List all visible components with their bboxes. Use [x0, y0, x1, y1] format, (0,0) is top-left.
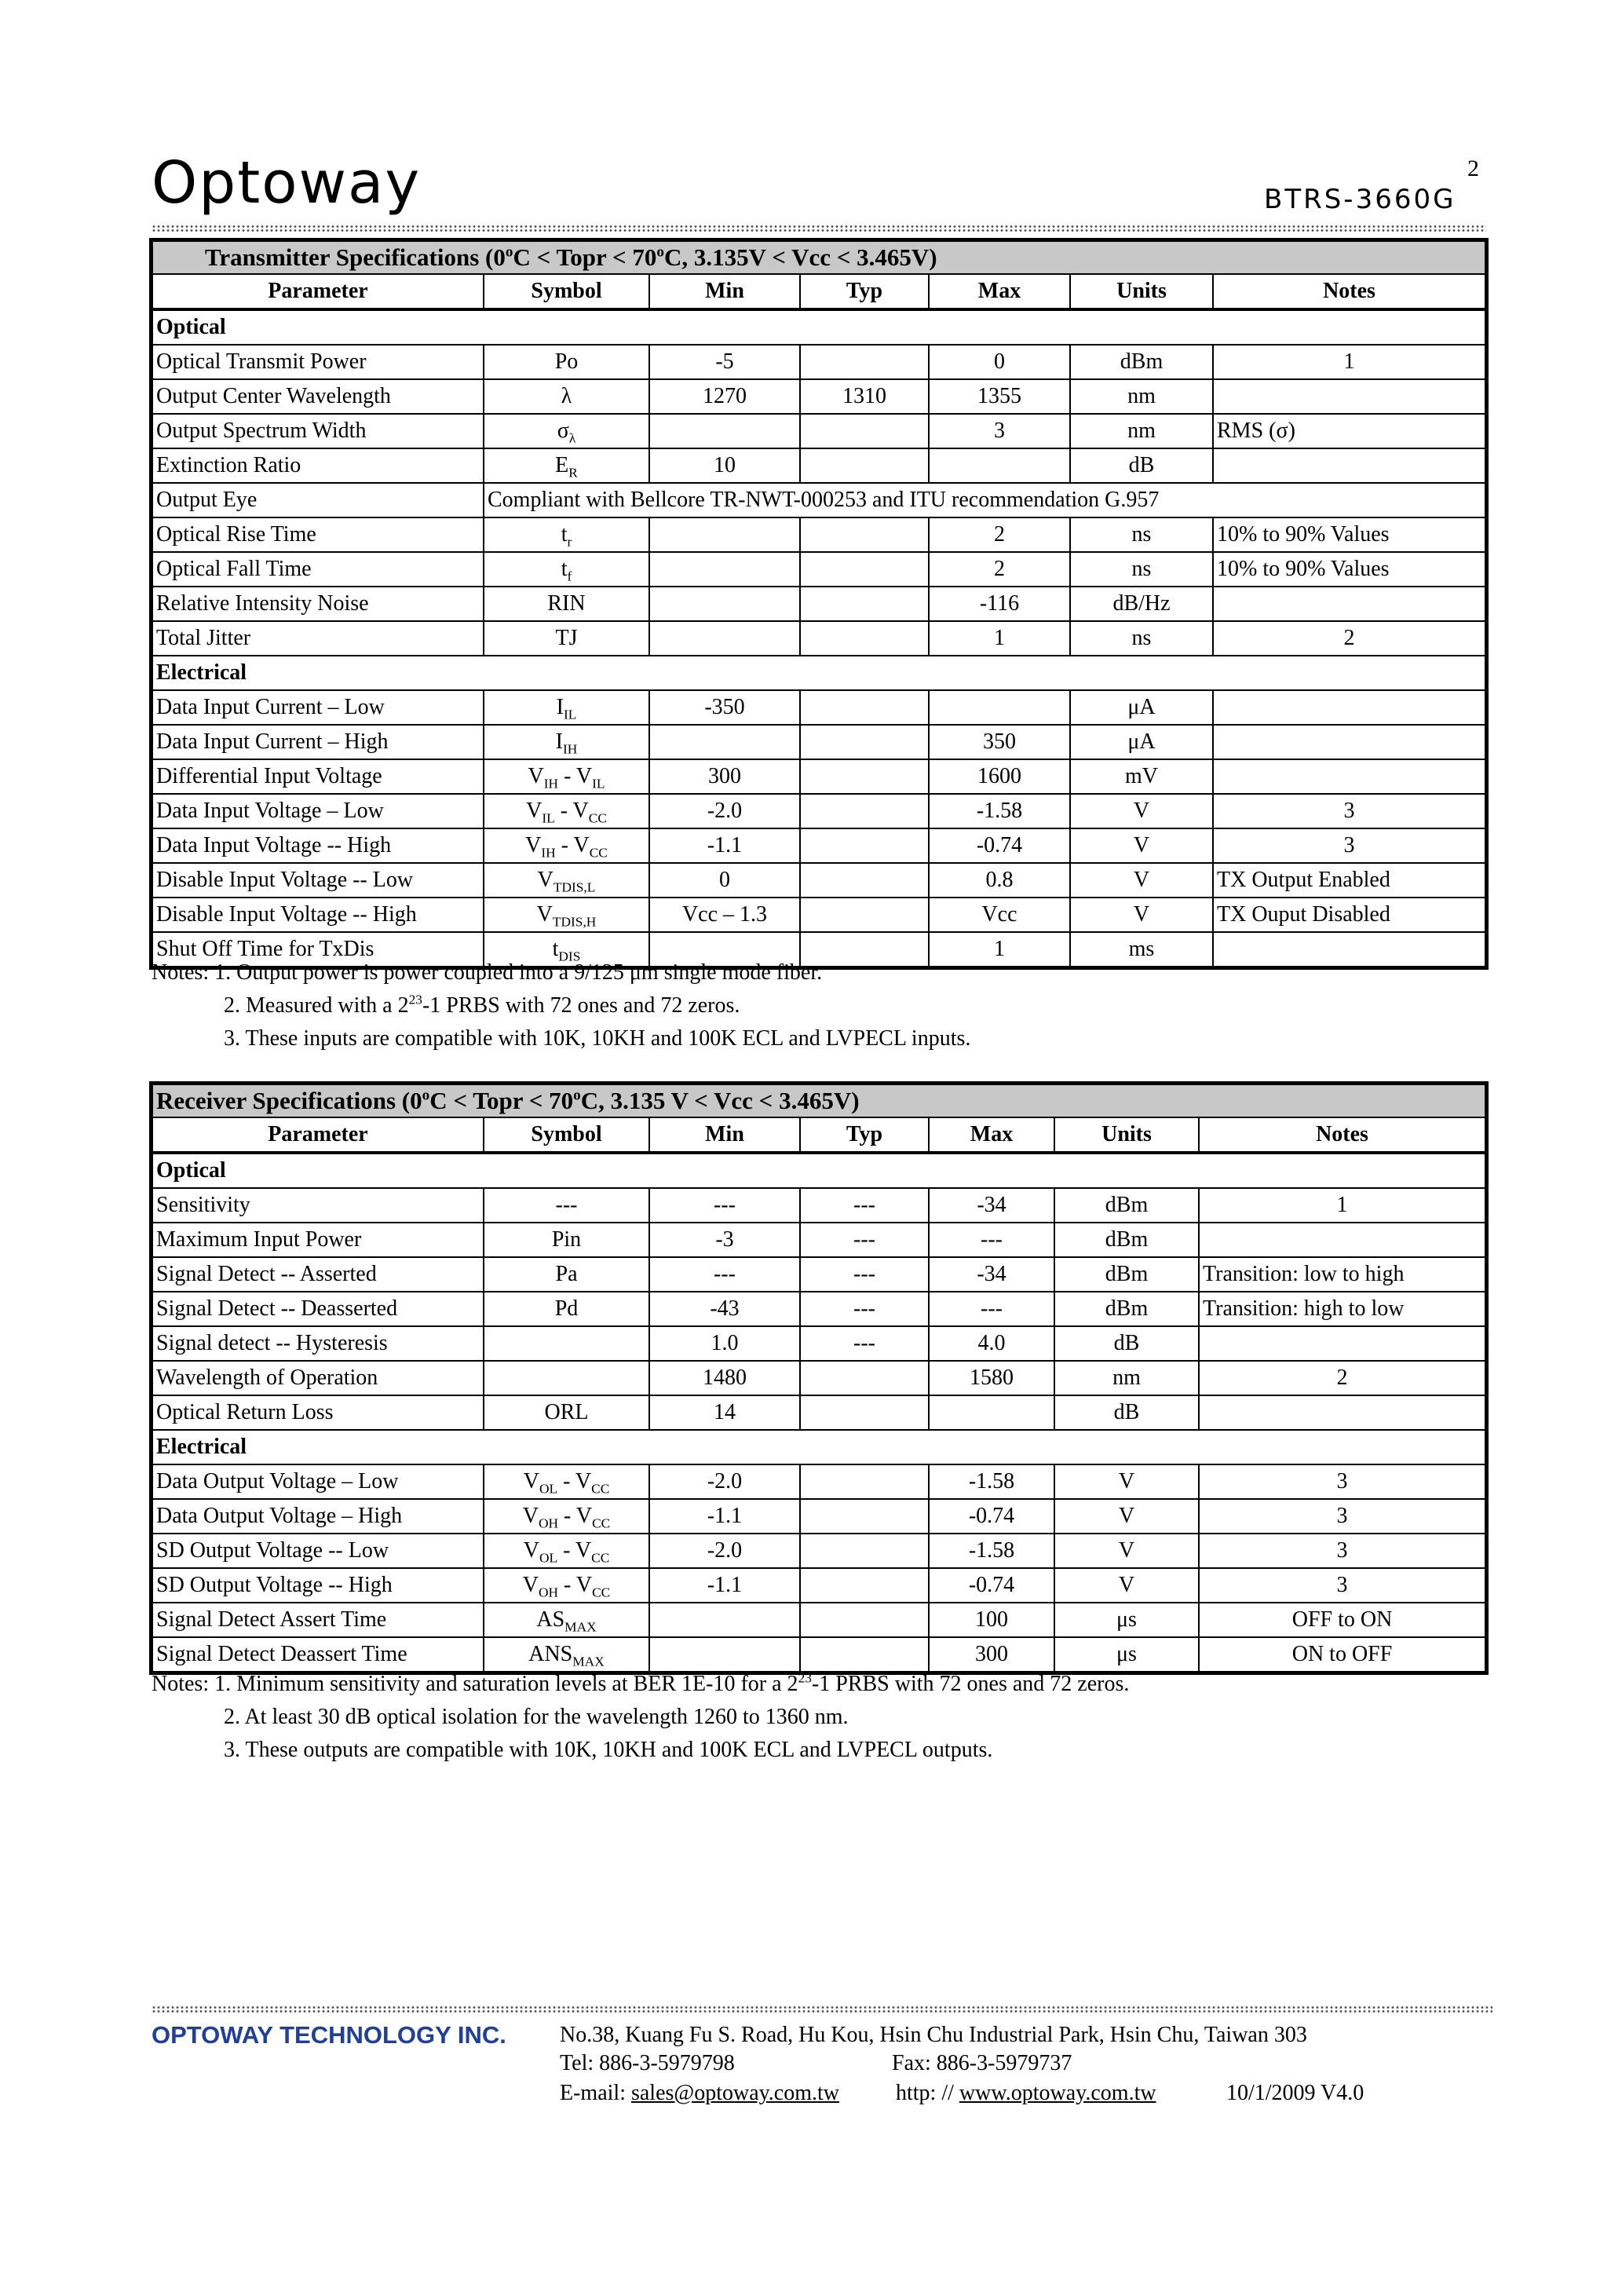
typ-cell — [800, 1499, 929, 1534]
max-cell: 1 — [929, 621, 1070, 656]
symbol-cell: --- — [484, 1188, 649, 1223]
header-separator — [152, 225, 1486, 232]
min-cell — [649, 725, 800, 759]
param-cell: Signal detect -- Hysteresis — [152, 1326, 484, 1361]
symbol-cell: $V_{OH} - V_{CC}$ — [484, 1568, 649, 1603]
units-cell: ns — [1070, 621, 1213, 656]
symbol-cell: $ANS_{MAX}$ — [484, 1637, 649, 1672]
max-cell: 4.0 — [929, 1326, 1054, 1361]
units-cell: V — [1070, 863, 1213, 898]
min-cell: 0 — [649, 863, 800, 898]
spec-row — [152, 414, 1485, 448]
notes-cell: TX Ouput Disabled — [1213, 898, 1485, 932]
symbol-cell: $V_{OL} - V_{CC}$ — [484, 1464, 649, 1499]
typ-cell — [800, 621, 929, 656]
min-cell: -1.1 — [649, 1499, 800, 1534]
symbol-cell: Pa — [484, 1257, 649, 1292]
spec-row — [152, 1188, 1485, 1223]
param-cell: Optical Transmit Power — [152, 345, 484, 379]
units-cell: V — [1054, 1568, 1199, 1603]
units-cell: dBm — [1054, 1292, 1199, 1326]
notes-cell — [1213, 759, 1485, 794]
units-cell: V — [1054, 1534, 1199, 1568]
column-header: Units — [1054, 1117, 1199, 1153]
param-cell: SD Output Voltage -- High — [152, 1568, 484, 1603]
spec-row — [152, 1326, 1485, 1361]
spec-row — [152, 759, 1485, 794]
units-cell: nm — [1070, 379, 1213, 414]
footer-fax: Fax: 886-3-5979737 — [892, 2051, 1072, 2075]
notes-cell: Transition: low to high — [1199, 1257, 1485, 1292]
units-cell: V — [1054, 1464, 1199, 1499]
units-cell: V — [1070, 794, 1213, 828]
max-cell: 300 — [929, 1637, 1054, 1672]
typ-cell — [800, 759, 929, 794]
max-cell: 350 — [929, 725, 1070, 759]
notes-cell — [1213, 725, 1485, 759]
section-electrical — [152, 1430, 1485, 1464]
max-cell: -1.58 — [929, 1464, 1054, 1499]
notes-cell — [1199, 1395, 1485, 1430]
max-cell: -0.74 — [929, 1499, 1054, 1534]
max-cell — [929, 1395, 1054, 1430]
units-cell: V — [1070, 898, 1213, 932]
column-header: Notes — [1199, 1117, 1485, 1153]
column-header: Min — [649, 274, 800, 309]
notes-cell: TX Output Enabled — [1213, 863, 1485, 898]
min-cell: 10 — [649, 448, 800, 483]
min-cell: -2.0 — [649, 1464, 800, 1499]
max-cell: 0.8 — [929, 863, 1070, 898]
param-cell: Signal Detect -- Asserted — [152, 1257, 484, 1292]
min-cell: -1.1 — [649, 828, 800, 863]
column-header: Symbol — [484, 274, 649, 309]
param-cell: Total Jitter — [152, 621, 484, 656]
typ-cell — [800, 1603, 929, 1637]
notes-cell: 3 — [1199, 1568, 1485, 1603]
rx-note-3: 3. These outputs are compatible with 10K, 10KH and 100K ECL and LVPECL outputs. — [224, 1738, 993, 1762]
website-link[interactable]: www.optoway.com.tw — [959, 2081, 1156, 2105]
spec-row — [152, 517, 1485, 552]
units-cell: V — [1054, 1499, 1199, 1534]
min-cell: 1.0 — [649, 1326, 800, 1361]
param-cell: Maximum Input Power — [152, 1223, 484, 1257]
symbol-cell: Po — [484, 345, 649, 379]
units-cell: dBm — [1054, 1188, 1199, 1223]
typ-cell: --- — [800, 1223, 929, 1257]
units-cell: dBm — [1054, 1223, 1199, 1257]
units-cell: μs — [1054, 1603, 1199, 1637]
max-cell: 1580 — [929, 1361, 1054, 1395]
notes-cell — [1213, 932, 1485, 967]
units-cell: μs — [1054, 1637, 1199, 1672]
units-cell: μA — [1070, 725, 1213, 759]
column-header: Typ — [800, 1117, 929, 1153]
param-cell: Differential Input Voltage — [152, 759, 484, 794]
spec-row — [152, 621, 1485, 656]
footer-separator — [152, 2005, 1492, 2013]
typ-cell — [800, 725, 929, 759]
tx-note-2: 2. Measured with a $2^{23}-1$ PRBS with 72 ones and 72 zeros. — [224, 992, 740, 1018]
notes-cell — [1213, 690, 1485, 725]
model-number: BTRS-3660G — [1264, 184, 1456, 215]
notes-cell: ON to OFF — [1199, 1637, 1485, 1672]
min-cell — [649, 621, 800, 656]
table-header-row — [152, 274, 1485, 309]
spec-row — [152, 1603, 1485, 1637]
notes-cell: 1 — [1213, 345, 1485, 379]
max-cell: -1.58 — [929, 794, 1070, 828]
section-label: Electrical — [152, 656, 1485, 690]
spec-row — [152, 552, 1485, 587]
spec-row — [152, 448, 1485, 483]
param-cell: Signal Detect Deassert Time — [152, 1637, 484, 1672]
notes-cell: 2 — [1199, 1361, 1485, 1395]
notes-cell — [1199, 1326, 1485, 1361]
table-header-row — [152, 1117, 1485, 1153]
units-cell: nm — [1054, 1361, 1199, 1395]
notes-cell: Transition: high to low — [1199, 1292, 1485, 1326]
typ-cell — [800, 1361, 929, 1395]
column-header: Typ — [800, 274, 929, 309]
min-cell: -2.0 — [649, 1534, 800, 1568]
min-cell — [649, 414, 800, 448]
max-cell: --- — [929, 1292, 1054, 1326]
units-cell: dB — [1054, 1326, 1199, 1361]
tx-note-3: 3. These inputs are compatible with 10K, 10KH and 100K ECL and LVPECL inputs. — [224, 1026, 971, 1051]
min-cell: Vcc – 1.3 — [649, 898, 800, 932]
max-cell: --- — [929, 1223, 1054, 1257]
notes-cell: 3 — [1213, 828, 1485, 863]
units-cell: V — [1070, 828, 1213, 863]
spec-row — [152, 379, 1485, 414]
units-cell: nm — [1070, 414, 1213, 448]
symbol-cell: $I_{IL}$ — [484, 690, 649, 725]
param-cell: Sensitivity — [152, 1188, 484, 1223]
receiver-spec-table — [152, 1084, 1486, 1673]
page-number: 2 — [1467, 155, 1479, 181]
symbol-cell: $V_{IH} - V_{IL}$ — [484, 759, 649, 794]
min-cell: -3 — [649, 1223, 800, 1257]
typ-cell — [800, 552, 929, 587]
spec-row — [152, 587, 1485, 621]
units-cell: dBm — [1070, 345, 1213, 379]
footer-website: http: // www.optoway.com.tw — [896, 2081, 1156, 2105]
column-header: Units — [1070, 274, 1213, 309]
min-cell — [649, 517, 800, 552]
section-optical — [152, 309, 1485, 345]
max-cell — [929, 448, 1070, 483]
typ-cell: --- — [800, 1188, 929, 1223]
param-cell: Relative Intensity Noise — [152, 587, 484, 621]
min-cell: -43 — [649, 1292, 800, 1326]
min-cell: -5 — [649, 345, 800, 379]
spec-row — [152, 1257, 1485, 1292]
spec-row — [152, 1499, 1485, 1534]
footer-tel: Tel: 886-3-5979798 — [560, 2051, 735, 2075]
min-cell — [649, 1637, 800, 1672]
typ-cell — [800, 1464, 929, 1499]
typ-cell — [800, 345, 929, 379]
param-cell: Signal Detect -- Deasserted — [152, 1292, 484, 1326]
units-cell: mV — [1070, 759, 1213, 794]
notes-cell — [1213, 587, 1485, 621]
typ-cell — [800, 863, 929, 898]
typ-cell — [800, 448, 929, 483]
param-cell: Extinction Ratio — [152, 448, 484, 483]
max-cell: -0.74 — [929, 1568, 1054, 1603]
spec-row — [152, 1361, 1485, 1395]
units-cell: ns — [1070, 552, 1213, 587]
email-link[interactable]: sales@optoway.com.tw — [630, 2081, 840, 2105]
notes-cell: 3 — [1213, 794, 1485, 828]
min-cell: -350 — [649, 690, 800, 725]
typ-cell — [800, 414, 929, 448]
column-header: Parameter — [152, 1117, 484, 1153]
max-cell: -116 — [929, 587, 1070, 621]
notes-cell: RMS (σ) — [1213, 414, 1485, 448]
typ-cell — [800, 1568, 929, 1603]
max-cell: 1 — [929, 932, 1070, 967]
footer-company-name: OPTOWAY TECHNOLOGY INC. — [152, 2021, 506, 2049]
max-cell: 1600 — [929, 759, 1070, 794]
symbol-cell: $t_f$ — [484, 552, 649, 587]
notes-cell: 3 — [1199, 1499, 1485, 1534]
receiver-table-title: Receiver Specifications ($0^oC$ < Topr < $70^oC$, 3.135 V < Vcc < 3.465V) — [152, 1084, 1485, 1117]
symbol-cell: $AS_{MAX}$ — [484, 1603, 649, 1637]
max-cell: 2 — [929, 552, 1070, 587]
min-cell: 300 — [649, 759, 800, 794]
param-cell: Output Spectrum Width — [152, 414, 484, 448]
symbol-cell: $V_{IL} - V_{CC}$ — [484, 794, 649, 828]
transmitter-table-title: Transmitter Specifications ($0^oC$ < Topr < $70^oC$, 3.135V < Vcc < 3.465V) — [152, 241, 1485, 274]
tx-note-1: Notes: 1. Output power is power coupled into a 9/125 μm single mode fiber. — [152, 960, 823, 985]
spec-row — [152, 725, 1485, 759]
typ-cell — [800, 1395, 929, 1430]
param-cell: Data Input Current – High — [152, 725, 484, 759]
typ-cell — [800, 517, 929, 552]
param-cell: Disable Input Voltage -- High — [152, 898, 484, 932]
symbol-cell: $I_{IH}$ — [484, 725, 649, 759]
min-cell: 1270 — [649, 379, 800, 414]
typ-cell — [800, 1534, 929, 1568]
param-cell: Output Center Wavelength — [152, 379, 484, 414]
min-cell: -2.0 — [649, 794, 800, 828]
units-cell: μA — [1070, 690, 1213, 725]
max-cell — [929, 690, 1070, 725]
param-cell: Optical Rise Time — [152, 517, 484, 552]
column-header: Min — [649, 1117, 800, 1153]
typ-cell: --- — [800, 1257, 929, 1292]
symbol-cell: $E_R$ — [484, 448, 649, 483]
param-cell: Signal Detect Assert Time — [152, 1603, 484, 1637]
typ-cell — [800, 794, 929, 828]
units-cell: dB — [1054, 1395, 1199, 1430]
min-cell: -1.1 — [649, 1568, 800, 1603]
max-cell: 1355 — [929, 379, 1070, 414]
units-cell: dB/Hz — [1070, 587, 1213, 621]
typ-cell — [800, 898, 929, 932]
param-cell: Data Output Voltage – High — [152, 1499, 484, 1534]
notes-cell: 3 — [1199, 1534, 1485, 1568]
notes-cell — [1199, 1223, 1485, 1257]
max-cell: Vcc — [929, 898, 1070, 932]
notes-cell: 1 — [1199, 1188, 1485, 1223]
typ-cell — [800, 1637, 929, 1672]
symbol-cell: Pin — [484, 1223, 649, 1257]
min-cell: --- — [649, 1188, 800, 1223]
typ-cell: --- — [800, 1326, 929, 1361]
param-cell: Wavelength of Operation — [152, 1361, 484, 1395]
symbol-cell: RIN — [484, 587, 649, 621]
max-cell: -1.58 — [929, 1534, 1054, 1568]
min-cell: --- — [649, 1257, 800, 1292]
section-label: Electrical — [152, 1430, 1485, 1464]
spec-row — [152, 828, 1485, 863]
spec-row — [152, 1292, 1485, 1326]
param-cell: Shut Off Time for TxDis — [152, 932, 484, 967]
typ-cell — [800, 587, 929, 621]
section-label: Optical — [152, 1153, 1485, 1188]
typ-cell — [800, 828, 929, 863]
spec-row — [152, 1464, 1485, 1499]
units-cell: ns — [1070, 517, 1213, 552]
min-cell — [649, 552, 800, 587]
symbol-cell: $V_{TDIS,H}$ — [484, 898, 649, 932]
notes-cell: 3 — [1199, 1464, 1485, 1499]
units-cell: dBm — [1054, 1257, 1199, 1292]
column-header: Symbol — [484, 1117, 649, 1153]
param-cell: Optical Return Loss — [152, 1395, 484, 1430]
param-cell: Disable Input Voltage -- Low — [152, 863, 484, 898]
section-optical — [152, 1153, 1485, 1188]
param-cell: Data Input Current – Low — [152, 690, 484, 725]
symbol-cell: ORL — [484, 1395, 649, 1430]
notes-cell: 2 — [1213, 621, 1485, 656]
symbol-cell: $V_{OH} - V_{CC}$ — [484, 1499, 649, 1534]
param-cell: Optical Fall Time — [152, 552, 484, 587]
max-cell: 100 — [929, 1603, 1054, 1637]
transmitter-spec-table — [152, 240, 1486, 967]
spec-row — [152, 898, 1485, 932]
symbol-cell: $V_{TDIS,L}$ — [484, 863, 649, 898]
symbol-cell: TJ — [484, 621, 649, 656]
spec-row — [152, 1534, 1485, 1568]
notes-cell: 10% to 90% Values — [1213, 517, 1485, 552]
max-cell: -34 — [929, 1188, 1054, 1223]
spec-row — [152, 863, 1485, 898]
spec-row — [152, 690, 1485, 725]
column-header: Max — [929, 1117, 1054, 1153]
param-cell: Data Input Voltage -- High — [152, 828, 484, 863]
min-cell: 14 — [649, 1395, 800, 1430]
symbol-cell: $V_{OL} - V_{CC}$ — [484, 1534, 649, 1568]
footer-address: No.38, Kuang Fu S. Road, Hu Kou, Hsin Chu Industrial Park, Hsin Chu, Taiwan 303 — [560, 2023, 1307, 2047]
rx-note-2: 2. At least 30 dB optical isolation for the wavelength 1260 to 1360 nm. — [224, 1705, 849, 1729]
symbol-cell: $\sigma_\lambda$ — [484, 414, 649, 448]
symbol-cell: $t_r$ — [484, 517, 649, 552]
notes-cell — [1213, 448, 1485, 483]
units-cell: dB — [1070, 448, 1213, 483]
spec-row — [152, 345, 1485, 379]
notes-cell — [1213, 379, 1485, 414]
spec-row — [152, 1223, 1485, 1257]
spec-row-output-eye — [152, 483, 1485, 517]
max-cell: 3 — [929, 414, 1070, 448]
column-header: Parameter — [152, 274, 484, 309]
typ-cell: --- — [800, 1292, 929, 1326]
param-cell: SD Output Voltage -- Low — [152, 1534, 484, 1568]
section-electrical — [152, 656, 1485, 690]
typ-cell: 1310 — [800, 379, 929, 414]
rx-note-1: Notes: 1. Minimum sensitivity and saturation levels at BER 1E-10 for a $2^{23}-1$ PRBS with 72 ones and 72 zeros. — [152, 1670, 1130, 1696]
output-eye-text: Compliant with Bellcore TR-NWT-000253 and ITU recommendation G.957 — [484, 483, 1485, 517]
section-label: Optical — [152, 309, 1485, 345]
company-logo: Optoway — [152, 149, 422, 217]
min-cell — [649, 1603, 800, 1637]
notes-cell: 10% to 90% Values — [1213, 552, 1485, 587]
max-cell: -0.74 — [929, 828, 1070, 863]
column-header: Notes — [1213, 274, 1485, 309]
symbol-cell: $V_{IH} - V_{CC}$ — [484, 828, 649, 863]
footer-date-version: 10/1/2009 V4.0 — [1226, 2081, 1364, 2105]
max-cell: -34 — [929, 1257, 1054, 1292]
symbol-cell: λ — [484, 379, 649, 414]
symbol-cell — [484, 1361, 649, 1395]
param-cell: Data Output Voltage – Low — [152, 1464, 484, 1499]
min-cell: 1480 — [649, 1361, 800, 1395]
spec-row — [152, 794, 1485, 828]
symbol-cell: Pd — [484, 1292, 649, 1326]
column-header: Max — [929, 274, 1070, 309]
footer-email: E-mail: sales@optoway.com.tw — [560, 2081, 840, 2105]
spec-row — [152, 1568, 1485, 1603]
max-cell: 2 — [929, 517, 1070, 552]
param-cell: Data Input Voltage – Low — [152, 794, 484, 828]
symbol-cell — [484, 1326, 649, 1361]
min-cell — [649, 587, 800, 621]
symbol-cell: $t_{DIS}$ — [484, 932, 649, 967]
transmitter-notes — [152, 956, 970, 1055]
receiver-notes — [152, 1668, 1129, 1767]
max-cell: 0 — [929, 345, 1070, 379]
spec-row — [152, 1637, 1485, 1672]
param-cell: Output Eye — [152, 483, 484, 517]
spec-row — [152, 1395, 1485, 1430]
typ-cell — [800, 690, 929, 725]
notes-cell: OFF to ON — [1199, 1603, 1485, 1637]
units-cell: ms — [1070, 932, 1213, 967]
